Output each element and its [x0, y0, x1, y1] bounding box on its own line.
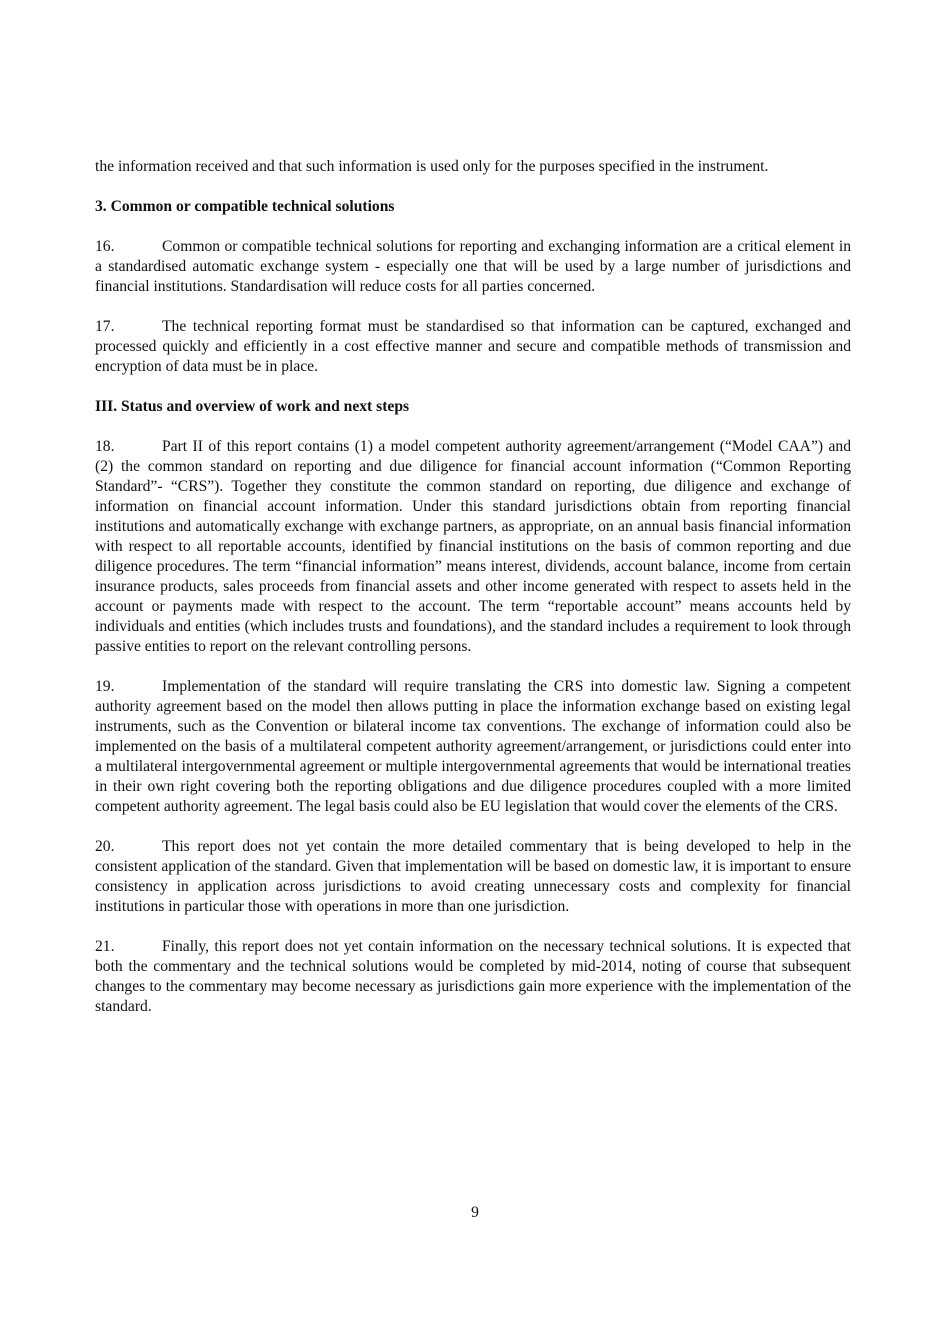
paragraph-text: Finally, this report does not yet contain information on the necessary technical solutions. It is expected that both the commentary and the technical solutions would be completed by mid-2014, noting of course that subsequent changes to the commentary may become necessary as jurisdictions gain more experience with the implementation of the standard. [95, 938, 851, 1015]
paragraph-number: 18. [95, 438, 115, 455]
section-iii-heading: III. Status and overview of work and next steps [95, 398, 410, 415]
page-number: 9 [471, 1204, 479, 1221]
paragraph-text: Part II of this report contains (1) a model competent authority agreement/arrangement (“Model CAA”) and (2) the common standard on reporting and due diligence for financial account information (“Common Reporting Standard”- “CRS”). Together they constitute the common standard on reporting, due diligence and exchange of information on financial account information. Under this standard jurisdictions obtain from reporting financial institutions and automatically exchange with exchange partners, as appropriate, on an annual basis financial information with respect to all reportable accounts, identified by financial institutions on the basis of common reporting and due diligence procedures. The term “financial information” means interest, dividends, account balance, income from certain insurance products, sales proceeds from financial assets and other income generated with respect to assets held in the account or payments made with respect to the account. The term “reportable account” means accounts held by individuals and entities (which includes trusts and foundations), and the standard includes a requirement to look through passive entities to report on the relevant controlling persons. [95, 438, 851, 655]
paragraph-number: 17. [95, 318, 115, 335]
paragraph-number: 21. [95, 938, 115, 955]
paragraph-16 [95, 237, 851, 297]
paragraph-number: 19. [95, 678, 115, 695]
paragraph-19 [95, 677, 851, 817]
paragraph-18 [95, 437, 851, 657]
paragraph-21 [95, 937, 851, 1017]
paragraph-text: This report does not yet contain the more detailed commentary that is being developed to help in the consistent application of the standard. Given that implementation will be based on domestic law, it is important to ensure consistency in application across jurisdictions to avoid creating unnecessary costs and complexity for financial institutions in particular those with operations in more than one jurisdiction. [95, 838, 851, 915]
document-page [95, 157, 851, 1037]
paragraph-number: 16. [95, 238, 115, 255]
section-3-heading: 3. Common or compatible technical solutions [95, 198, 395, 215]
paragraph-20 [95, 837, 851, 917]
continuation-paragraph: the information received and that such information is used only for the purposes specified in the instrument. [95, 158, 769, 175]
paragraph-text: The technical reporting format must be standardised so that information can be captured, exchanged and processed quickly and efficiently in a cost effective manner and secure and compatible methods of transmission and encryption of data must be in place. [95, 318, 851, 375]
paragraph-text: Common or compatible technical solutions for reporting and exchanging information are a critical element in a standardised automatic exchange system - especially one that will be used by a large number of jurisdictions and financial institutions. Standardisation will reduce costs for all parties concerned. [95, 238, 851, 295]
paragraph-text: Implementation of the standard will require translating the CRS into domestic law. Signing a competent authority agreement based on the model then allows putting in place the information exchange based on existing legal instruments, such as the Convention or bilateral income tax conventions. The exchange of information could also be implemented on the basis of a multilateral competent authority agreement/arrangement, or jurisdictions could enter into a multilateral intergovernmental agreement or multiple intergovernmental agreements that would be international treaties in their own right covering both the reporting obligations and due diligence procedures coupled with a more limited competent authority agreement. The legal basis could also be EU legislation that would cover the elements of the CRS. [95, 678, 851, 815]
paragraph-number: 20. [95, 838, 115, 855]
paragraph-17 [95, 317, 851, 377]
